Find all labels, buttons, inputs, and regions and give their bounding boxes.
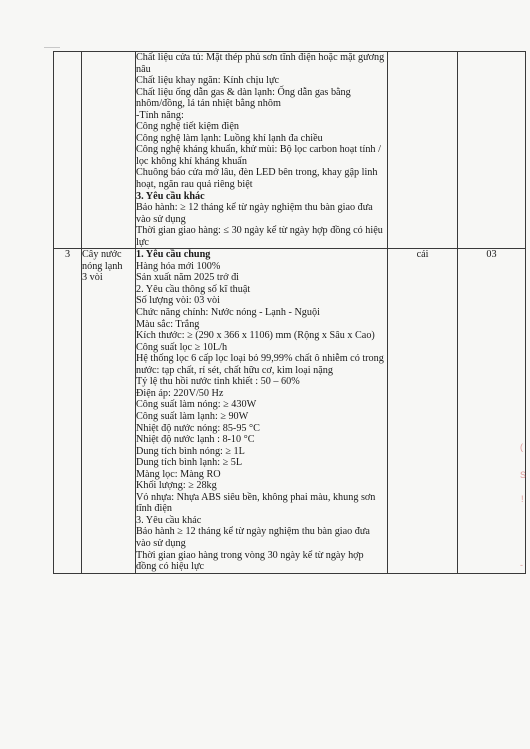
table-row <box>54 52 526 249</box>
unit-cell: cái <box>388 249 458 573</box>
spec-line: Công nghệ tiết kiệm điện <box>136 121 239 133</box>
spec-line: đồng có hiệu lực <box>136 561 205 573</box>
spec-line: nâu <box>136 63 151 75</box>
spec-line: Khối lượng: ≥ 28kg <box>136 480 217 492</box>
item-name-cell <box>82 52 136 249</box>
spec-line: Màng lọc: Màng RO <box>136 468 221 480</box>
spec-line: nhôm/đồng, lá tản nhiệt bằng nhôm <box>136 98 281 110</box>
spec-line: Chất liệu ống dẫn gas & dàn lạnh: Ống dẫn gas bằng <box>136 86 351 98</box>
spec-line: lực <box>136 236 149 248</box>
spec-line: Vỏ nhựa: Nhựa ABS siêu bền, không phai màu, khung sơn <box>136 491 376 503</box>
spec-line: Nhiệt độ nước lạnh : 8-10 °C <box>136 434 255 446</box>
item-name-lines <box>82 249 135 284</box>
section-heading: 3. Yêu cầu khác <box>136 190 205 202</box>
spec-line: 3. Yêu cầu khác <box>136 514 202 526</box>
spec-line: Thời gian giao hàng trong vòng 30 ngày kể từ ngày hợp <box>136 549 364 561</box>
margin-stamp-mark: - <box>520 560 523 570</box>
spec-line: Tỷ lệ thu hồi nước tinh khiết : 50 – 60% <box>136 376 300 388</box>
spec-line: -Tính năng: <box>136 109 184 121</box>
spec-lines <box>136 52 387 248</box>
page-corner-mark <box>44 47 60 48</box>
spec-line: Chất liệu cửa tủ: Mặt thép phủ sơn tĩnh điện hoặc mặt gương <box>136 52 385 63</box>
spec-line: 2. Yêu cầu thông số kĩ thuật <box>136 283 251 295</box>
spec-line: vào sử dụng <box>136 213 186 225</box>
spec-line: Công nghệ làm lạnh: Luồng khí lạnh đa chiều <box>136 132 323 144</box>
spec-line: Bảo hành: ≥ 12 tháng kể từ ngày nghiệm thu bàn giao đưa <box>136 202 373 214</box>
spec-line: Thời gian giao hàng: ≤ 30 ngày kể từ ngày hợp đồng có hiệu <box>136 225 383 237</box>
spec-line: tĩnh điện <box>136 503 172 515</box>
spec-line: Hàng hóa mới 100% <box>136 260 221 272</box>
section-heading: 1. Yêu cầu chung <box>136 249 211 261</box>
spec-line: Dung tích bình nóng: ≥ 1L <box>136 445 245 457</box>
spec-line: 3 vòi <box>82 272 103 284</box>
margin-stamp-mark: S <box>520 470 527 480</box>
spec-lines <box>136 249 387 572</box>
spec-line: Kích thước: ≥ (290 x 366 x 1106) mm (Rộng x Sâu x Cao) <box>136 330 375 342</box>
spec-line: Số lượng vòi: 03 vòi <box>136 295 220 307</box>
spec-line: vào sử dụng <box>136 537 186 549</box>
qty-cell <box>458 52 526 249</box>
spec-cell <box>136 52 388 249</box>
spec-line: Dung tích bình lạnh: ≥ 5L <box>136 457 243 469</box>
spec-line: Điện áp: 220V/50 Hz <box>136 387 224 399</box>
spec-line: nóng lạnh <box>82 260 123 272</box>
spec-line: nước: tạp chất, rỉ sét, chất hữu cơ, kim loại nặng <box>136 364 333 376</box>
spec-line: Màu sắc: Trắng <box>136 318 200 330</box>
spec-line: Bảo hành ≥ 12 tháng kể từ ngày nghiệm thu bàn giao đưa <box>136 526 370 538</box>
spec-line: lọc không khí kháng khuẩn <box>136 155 247 167</box>
stt-cell <box>54 52 82 249</box>
spec-line: hoạt, ngăn rau quả riêng biệt <box>136 179 253 191</box>
spec-line: Công suất làm lạnh: ≥ 90W <box>136 410 249 422</box>
spec-line: Hệ thống lọc 6 cấp lọc loại bỏ 99,99% chất ô nhiễm có trong <box>136 353 384 365</box>
table-row <box>54 249 526 573</box>
specification-table <box>53 51 526 574</box>
spec-cell <box>136 249 388 573</box>
spec-line: Nhiệt độ nước nóng: 85-95 °C <box>136 422 260 434</box>
spec-line: Cây nước <box>82 249 122 261</box>
spec-line: Chức năng chính: Nước nóng - Lạnh - Nguội <box>136 307 320 319</box>
stt-cell: 3 <box>54 249 82 573</box>
item-name-cell <box>82 249 136 573</box>
spec-line: Sản xuất năm 2025 trở đi <box>136 272 240 284</box>
spec-line: Công nghệ kháng khuẩn, khử mùi: Bộ lọc carbon hoạt tính / <box>136 144 381 156</box>
spec-line: Chuông báo cửa mở lâu, đèn LED bên trong, khay gập linh <box>136 167 378 179</box>
qty-cell: 03 <box>458 249 526 573</box>
unit-cell <box>388 52 458 249</box>
spec-line: Công suất lọc ≥ 10L/h <box>136 341 228 353</box>
margin-stamp-mark: ( <box>520 442 523 452</box>
spec-line: Chất liệu khay ngăn: Kính chịu lực <box>136 75 280 87</box>
margin-stamp-mark: ! <box>521 494 524 504</box>
spec-line: Công suất làm nóng: ≥ 430W <box>136 399 257 411</box>
